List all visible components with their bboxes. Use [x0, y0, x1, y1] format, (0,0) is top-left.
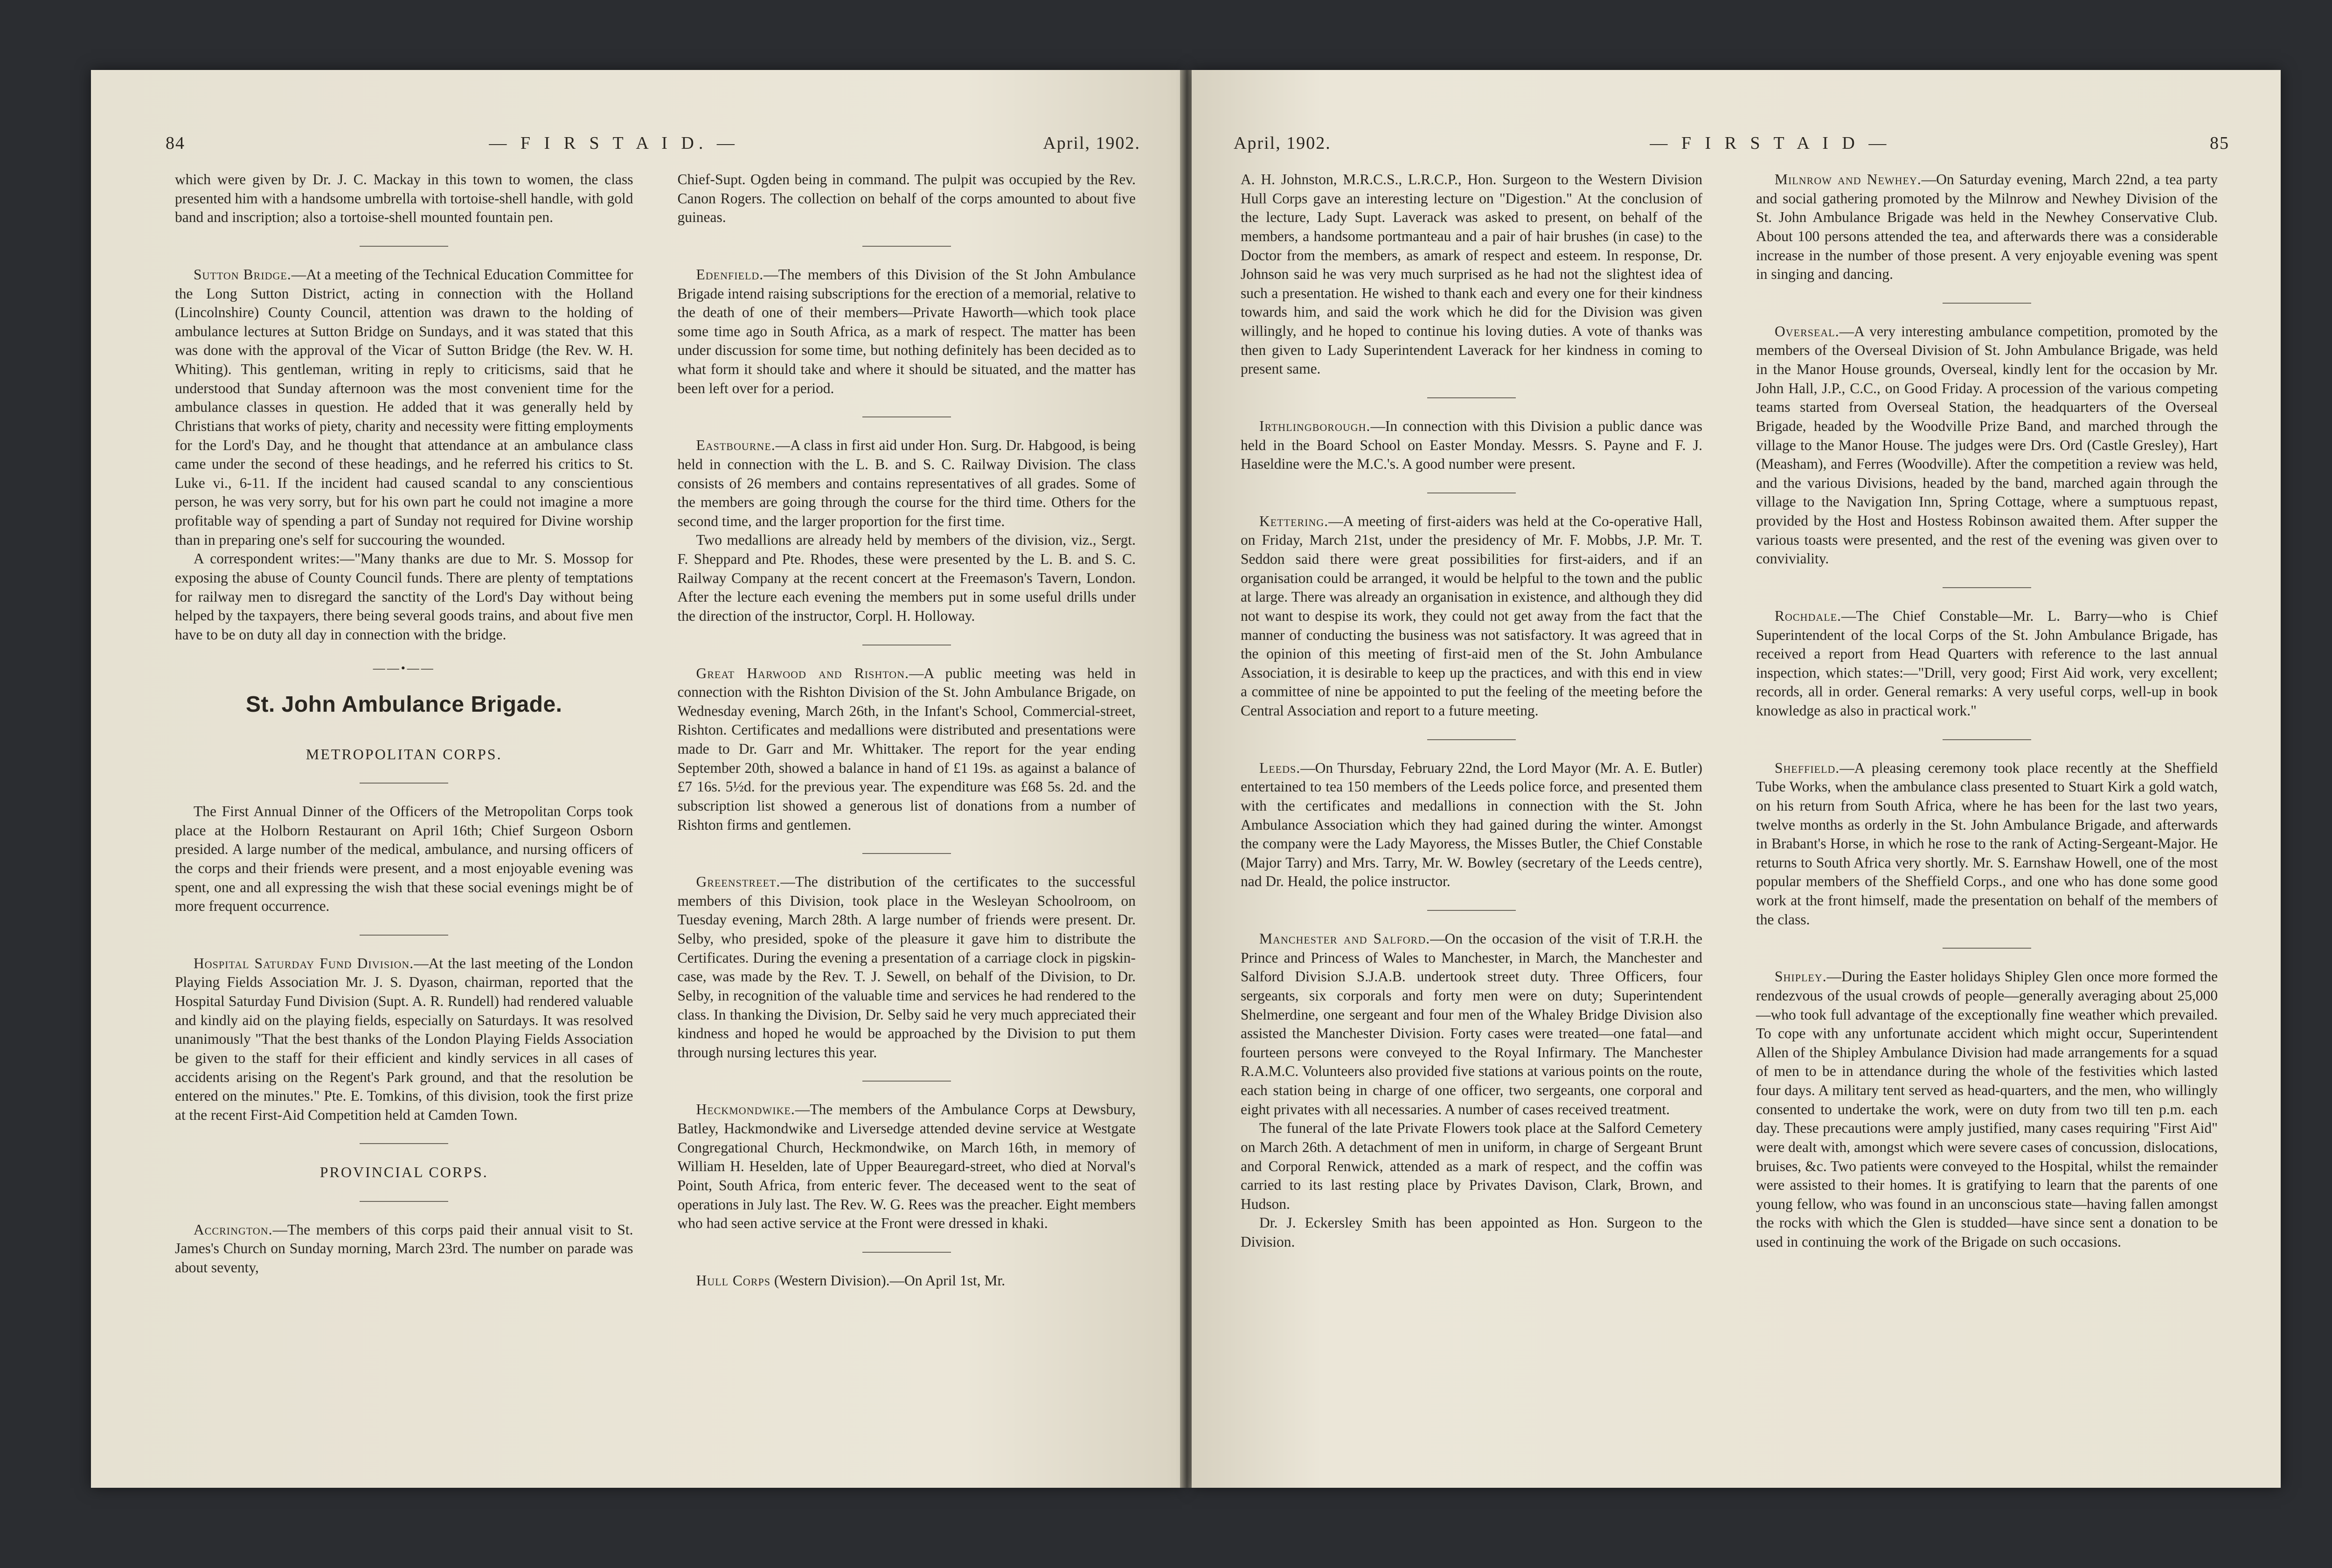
article-text: —In connection with this Division a public dance was held in the Board School on Easter Monday. Messrs. S. Payne and F. J. Haseldine were the M.C.'s. A good number were present. [1241, 417, 1702, 472]
article-text: —A public meeting was held in connection with the Rishton Division of the St. John Ambulance Brigade, on Wednesday evening, March 26th, in the Infant's School, Commercial-street, Rishton. Certificates and medallions were distributed and presentations were made to Dr. Garr and Mr. Whittaker. The report for the year ending September 20th, showed a balance in hand of £1 19s. as against a balance of £7 16s. 5½d. for the previous year. The expenditure was £68 5s. 2d. and the subscription list showed a generous list of donations from a number of Rishton firms and gentlemen. [677, 665, 1136, 833]
page-number: 85 [2209, 133, 2229, 153]
article-lead: Sheffield. [1775, 759, 1840, 776]
article-lead: Leeds. [1259, 759, 1301, 776]
article-lead: Rochdale. [1775, 607, 1841, 624]
right-page-column-2 [1756, 170, 2218, 1460]
article-text: —The members of this corps paid their annual visit to St. James's Church on Sunday morning, March 23rd. The number on parade was about seventy, [175, 1221, 633, 1276]
article-paragraph [175, 549, 633, 644]
left-page-column-1 [175, 170, 633, 1460]
article-paragraph [678, 170, 1136, 227]
section-divider [360, 1143, 448, 1144]
section-divider [1427, 910, 1516, 911]
article-paragraph [678, 873, 1136, 1062]
article-lead: Kettering. [1259, 513, 1329, 529]
article-lead: Hull Corps [696, 1272, 770, 1289]
article-text: —A very interesting ambulance competition, promoted by the members of the Overseal Division of St. John Ambulance Brigade, was held in the Manor House grounds, Overseal, kindly lent for the occasion by Mr. John Hall, J.P., C.C., on Good Friday. A procession of the various competing teams started from Overseal Station, the headquarters of the Overseal Brigade, headed by the Woodville Prize Band, and marched through the village to the Manor House. The judges were Drs. Ord (Castle Gresley), Hart (Measham), and Ferres (Woodville). After the competition a review was held, and the various Divisions, headed by the band, marched again through the village to the Navigation Inn, Spring Cottage, where a sumptuous repast, provided by the Host and Hostess Robinson awaited them. After supper the various toasts were presented, and the rest of the evening was given over to conviviality. [1756, 323, 2218, 567]
article-text: A correspondent writes:—"Many thanks are due to Mr. S. Mossop for exposing the abuse of County Council funds. There are plenty of temptations for railway men to disregard the sanctity of the Lord's Day without being helped by the taxpayers, there being several goods trains, and about five men have to be on duty all day in connection with the bridge. [175, 550, 633, 643]
article-text: —A pleasing ceremony took place recently at the Sheffield Tube Works, when the ambulance class presented to Stuart Kirk a gold watch, on his return from South Africa, where he has been for the last two years, twelve months as orderly in the St. John Ambulance Brigade, and afterwards in Brabant's Horse, in which he rose to the rank of Acting-Sergeant-Major. He returns to South Africa very shortly. Mr. S. Earnshaw Howell, one of the most popular members of the Sheffield Corps., and one who has done some good work at the front himself, made the presentation on behalf of the members of the class. [1756, 759, 2218, 928]
article-lead: Greenstreet. [696, 874, 781, 890]
section-divider [1427, 397, 1516, 398]
article-text: which were given by Dr. J. C. Mackay in this town to women, the class presented him with a handsome umbrella with tortoise-shell handle, with gold band and inscription; also a tortoise-shell mounted fountain pen. [175, 171, 633, 226]
left-page [91, 70, 1182, 1488]
article-text: —The Chief Constable—Mr. L. Barry—who is Chief Superintendent of the local Corps of the St. John Ambulance Brigade, has received a report from Head Quarters with reference to the last annual inspection, which states:—"Drill, very good; First Aid work, very excellent; records, all in order. General remarks: A very useful corps, well-up in book knowledge as also in practical work." [1756, 607, 2218, 719]
article-text: —On Thursday, February 22nd, the Lord Mayor (Mr. A. E. Butler) entertained to tea 150 members of the Leeds police force, and presented them with the certificates and medallions in connection with the St. John Ambulance Association which they had gained during the winter. Amongst the company were the Lady Mayoress, the Misses Butler, the Chief Constable (Major Tarry) and Mrs. Tarry, Mr. W. Bowley (secretary of the Leeds centre), nad Dr. Heald, the police instructor. [1241, 759, 1702, 890]
article-text: A. H. Johnston, M.R.C.S., L.R.C.P., Hon. Surgeon to the Western Division Hull Corps gave an interesting lecture on "Digestion." At the conclusion of the lecture, Lady Supt. Laverack was asked to present, on behalf of the members, a handsome portmanteau and a pair of hair brushes (in case) to the Doctor from the members, as amark of respect and esteem. In response, Dr. Johnson said he was very much surprised as he had not the slightest idea of such a presentation. He wished to thank each and every one for their kindness towards him, and said the work which he did for the Division was given willingly, and he hoped to continue his loving duties. A vote of thanks was then given to Lady Superintendent Laverack for her kindness in coming to present same. [1241, 171, 1702, 377]
article-lead: Milnrow and Newhey. [1775, 171, 1922, 187]
section-title: St. John Ambulance Brigade. [246, 692, 562, 717]
article-lead: Edenfield. [696, 266, 764, 283]
article-paragraph [678, 664, 1136, 835]
article-text: The funeral of the late Private Flowers took place at the Salford Cemetery on March 26th. A detachment of men in uniform, in charge of Sergeant Brunt and Corporal Renwick, attended as a mark of respect, and the coffin was carried to its last resting place by Privates Davison, Clark, Brown, and Hudson. [1241, 1120, 1702, 1212]
article-paragraph [1756, 759, 2218, 930]
article-lead: Sutton Bridge. [194, 266, 292, 283]
article-paragraph [678, 1100, 1136, 1233]
section-divider [360, 246, 448, 247]
article-paragraph [1241, 759, 1702, 891]
article-text: (Western Division).—On April 1st, Mr. [770, 1272, 1006, 1289]
article-text: Two medallions are already held by members of the division, viz., Sergt. F. Sheppard and Pte. Rhodes, these were presented by the L. B. and S. C. Railway Company at the recent concert at the Freemason's Tavern, London. After the lecture each evening the members put in some useful drills under the direction of the instructor, Corpl. H. Holloway. [677, 532, 1136, 624]
section-divider [862, 1081, 951, 1082]
article-lead: Heckmondwike. [696, 1101, 795, 1118]
article-text: The First Annual Dinner of the Officers of the Metropolitan Corps took place at the Holborn Restaurant on April 16th; Chief Surgeon Osborn presided. A large number of the medical, ambulance, and nursing officers of the corps and their friends were present, and a most enjoyable evening was spent, one and all expressing the wish that these social evenings might be of more frequent occurrence. [175, 803, 633, 915]
issue-date: April, 1902. [1234, 133, 1331, 153]
section-subtitle: PROVINCIAL CORPS. [319, 1164, 488, 1181]
issue-date: April, 1902. [1043, 133, 1140, 153]
article-text: —A meeting of first-aiders was held at the Co-operative Hall, on Friday, March 21st, under the presidency of Mr. F. Mobbs, J.P. Mr. T. Seddon said there were great possibilities for first-aiders, and if an organisation could be arranged, it would be helpful to the town and the public at large. There was already an organisation in existence, and although they did not want to despise its work, they could not get away from the fact that the manner of conducting the business was not satisfactory. It was agreed that in the opinion of this meeting of first-aid men of the St. John Ambulance Association, it is desirable to keep up the practices, and with this end in view a committee of nine be appointed to put the feeling of the meeting before the Central Association and report to a future meeting. [1241, 513, 1702, 719]
article-lead: Irthlingborough. [1259, 417, 1371, 434]
article-paragraph [1241, 1119, 1702, 1214]
article-paragraph [175, 954, 633, 1125]
section-divider [1943, 948, 2031, 949]
article-paragraph [1756, 607, 2218, 721]
running-title: — F I R S T A I D. — [489, 133, 739, 153]
article-paragraph [1241, 930, 1702, 1119]
article-text: —During the Easter holidays Shipley Glen once more formed the rendezvous of the usual crowds of people—generally averaging about 25,000—who took full advantage of the exceptionally fine weather which prevailed. To cope with any unfortunate accident which might occur, Superintendent Allen of the Shipley Ambulance Division had made arrangements for a squad of men to be in attendance during the whole of the festivities which lasted four days. A military tent served as head-quarters, and the men, who willingly consented to undertake the work, were on duty from two till ten p.m. each day. These precautions were amply justified, many cases requiring "First Aid" were dealt with, amongst which were severe cases of concussion, dislocations, bruises, &c. Two patients were conveyed to the Hospital, whilst the remainder were assisted to their homes. It is gratifying to learn that the parents of one young fellow, who was found in an unconscious state—having fallen amongst the rocks with which the Glen is studded—have since sent a donation to be used in continuing the work of the Brigade on such occasions. [1756, 968, 2218, 1250]
article-text: —A class in first aid under Hon. Surg. Dr. Habgood, is being held in connection with the L. B. and S. C. Railway Division. The class consists of 26 members and contains representatives of all grades. Some of the members are going through the course for the third time. Others for the second time, and the larger proportion for the first time. [677, 437, 1136, 529]
article-text: —The members of the Ambulance Corps at Dewsbury, Batley, Hackmondwike and Liversedge attended devine service at Westgate Congregational Church, Heckmondwike, on March 16th, in memory of William H. Heselden, late of Upper Beauregard-street, who died at Norval's Point, South Africa, from enteric fever. The deceased went to the seat of operations in July last. The Rev. W. G. Rees was the preacher. Eight members who had seen active service at the Front were dressed in khaki. [677, 1101, 1136, 1232]
section-divider [360, 1201, 448, 1202]
section-divider [360, 783, 448, 784]
section-divider [360, 935, 448, 936]
section-divider [1427, 739, 1516, 740]
right-page-header [1234, 133, 2229, 153]
left-page-header [166, 133, 1140, 153]
article-lead: Hospital Saturday Fund Division. [194, 955, 414, 971]
article-text: —At a meeting of the Technical Education Committee for the Long Sutton District, acting in connection with the Holland (Lincolnshire) County Council, attention was drawn to the holding of ambulance lectures at Sutton Bridge on Sundays, and it was stated that this was done with the approval of the Vicar of Sutton Bridge (the Rev. W. H. Whiting). This gentleman, writing in reply to criticisms, said that he understood that Sunday afternoon was the most convenient time for the ambulance classes in question. He added that it was generally held by Christians that works of piety, charity and necessity were fitting employments for the Lord's Day, and he thought that attendance at an ambulance class came under the second of these headings, and he referred his critics to St. Luke vi., 6-11. If the incident had caused scandal to any conscientious person, he was very sorry, but for his own part he could not imagine a more profitable way of spending a part of Sunday not required for Divine worship than in preparing one's self for succouring the wounded. [175, 266, 633, 548]
article-text: —The members of this Division of the St John Ambulance Brigade intend raising subscriptions for the erection of a memorial, relative to the death of one of their members—Private Haworth—which took place some time ago in South Africa, as a mark of respect. The matter has been under discussion for some time, but nothing definitely has been decided as to what form it should take and where it should be situated, and the matter has been left over for a period. [677, 266, 1136, 396]
article-lead: Great Harwood and Rishton. [696, 665, 909, 681]
article-paragraph [175, 1221, 633, 1277]
article-paragraph [678, 1271, 1136, 1290]
running-title: — F I R S T A I D — [1650, 133, 1891, 153]
right-page-column-1 [1241, 170, 1702, 1460]
article-paragraph [1756, 322, 2218, 569]
article-paragraph [175, 265, 633, 549]
section-subtitle: METROPOLITAN CORPS. [305, 745, 502, 763]
article-text: —At the last meeting of the London Playing Fields Association Mr. J. S. Dyason, chairman, reported that the Hospital Saturday Fund Division (Supt. A. R. Rundell) had rendered valuable and kindly aid on the playing fields, especially on Saturdays. It was resolved unanimously "That the best thanks of the London Playing Fields Association be given to the staff for their efficient and kindly services in all cases of accidents arising on the Regent's Park ground, and that the resolution be entered on the minutes." Pte. E. Tomkins, of this division, took the first prize at the recent First-Aid Competition held at Camden Town. [175, 955, 633, 1123]
article-text: Dr. J. Eckersley Smith has been appointed as Hon. Surgeon to the Division. [1241, 1214, 1702, 1250]
article-lead: Overseal. [1775, 323, 1839, 340]
section-divider [862, 246, 951, 247]
article-paragraph [1241, 170, 1702, 379]
article-paragraph [175, 170, 633, 227]
article-text: —On Saturday evening, March 22nd, a tea party and social gathering promoted by the Milnrow and Newhey Division of the St. John Ambulance Brigade was held in the Newhey Conservative Club. About 100 persons attended the tea, and afterwards there was a considerable increase in the number of those present. A very enjoyable evening was spent in singing and dancing. [1756, 171, 2218, 283]
section-divider [862, 1252, 951, 1253]
article-lead: Manchester and Salford. [1259, 930, 1430, 947]
section-divider [862, 416, 951, 417]
article-lead: Shipley. [1775, 968, 1827, 985]
ornament-divider: ——•—— [373, 661, 435, 675]
section-divider [1943, 739, 2031, 740]
section-divider [1943, 303, 2031, 304]
article-paragraph [678, 531, 1136, 625]
article-text: —On the occasion of the visit of T.R.H. the Prince and Princess of Wales to Manchester, in March, the Manchester and Salford Division S.J.A.B. undertook street duty. Three Officers, four sergeants, six corporals and forty men were on duty; Superintendent Shelmerdine, one sergeant and four men of the Whaley Bridge Division also assisted the Manchester Division. Forty cases were treated—one fatal—and fourteen persons were conveyed to the Royal Infirmary. The Manchester R.A.M.C. Volunteers also provided five stations at various points on the route, each station being in charge of one officer, two sergeants, one corporal and eight privates with all necessaries. A number of cases received treatment. [1241, 930, 1702, 1117]
article-lead: Accrington. [194, 1221, 273, 1238]
page-number: 84 [166, 133, 185, 153]
article-paragraph [1241, 1214, 1702, 1251]
article-paragraph [175, 802, 633, 916]
article-paragraph [1241, 512, 1702, 721]
section-divider [1943, 587, 2031, 588]
article-text: Chief-Supt. Ogden being in command. The pulpit was occupied by the Rev. Canon Rogers. The collection on behalf of the corps amounted to about five guineas. [677, 171, 1136, 226]
right-page [1192, 70, 2281, 1488]
article-text: —The distribution of the certificates to the successful members of this Division, took place in the Wesleyan Schoolroom, on Tuesday evening, March 28th. A large number of friends were present. Dr. Selby, who presided, spoke of the pleasure it gave him to distribute the Certificates. During the evening a presentation of a carriage clock in pigskin-case, was made by the Rev. T. J. Sewell, on behalf of the Division, to Dr. Selby, in recognition of the valuable time and services he had rendered to the class. In thanking the Division, Dr. Selby said he very much appreciated their kindness and hoped he would be approached by the Division to put them through nursing lectures this year. [677, 874, 1136, 1061]
article-paragraph [678, 436, 1136, 531]
article-paragraph [678, 265, 1136, 398]
article-paragraph [1756, 170, 2218, 284]
article-lead: Eastbourne. [696, 437, 776, 454]
left-page-column-2 [678, 170, 1136, 1460]
article-paragraph [1756, 967, 2218, 1251]
section-divider [862, 853, 951, 854]
article-paragraph [1241, 417, 1702, 474]
